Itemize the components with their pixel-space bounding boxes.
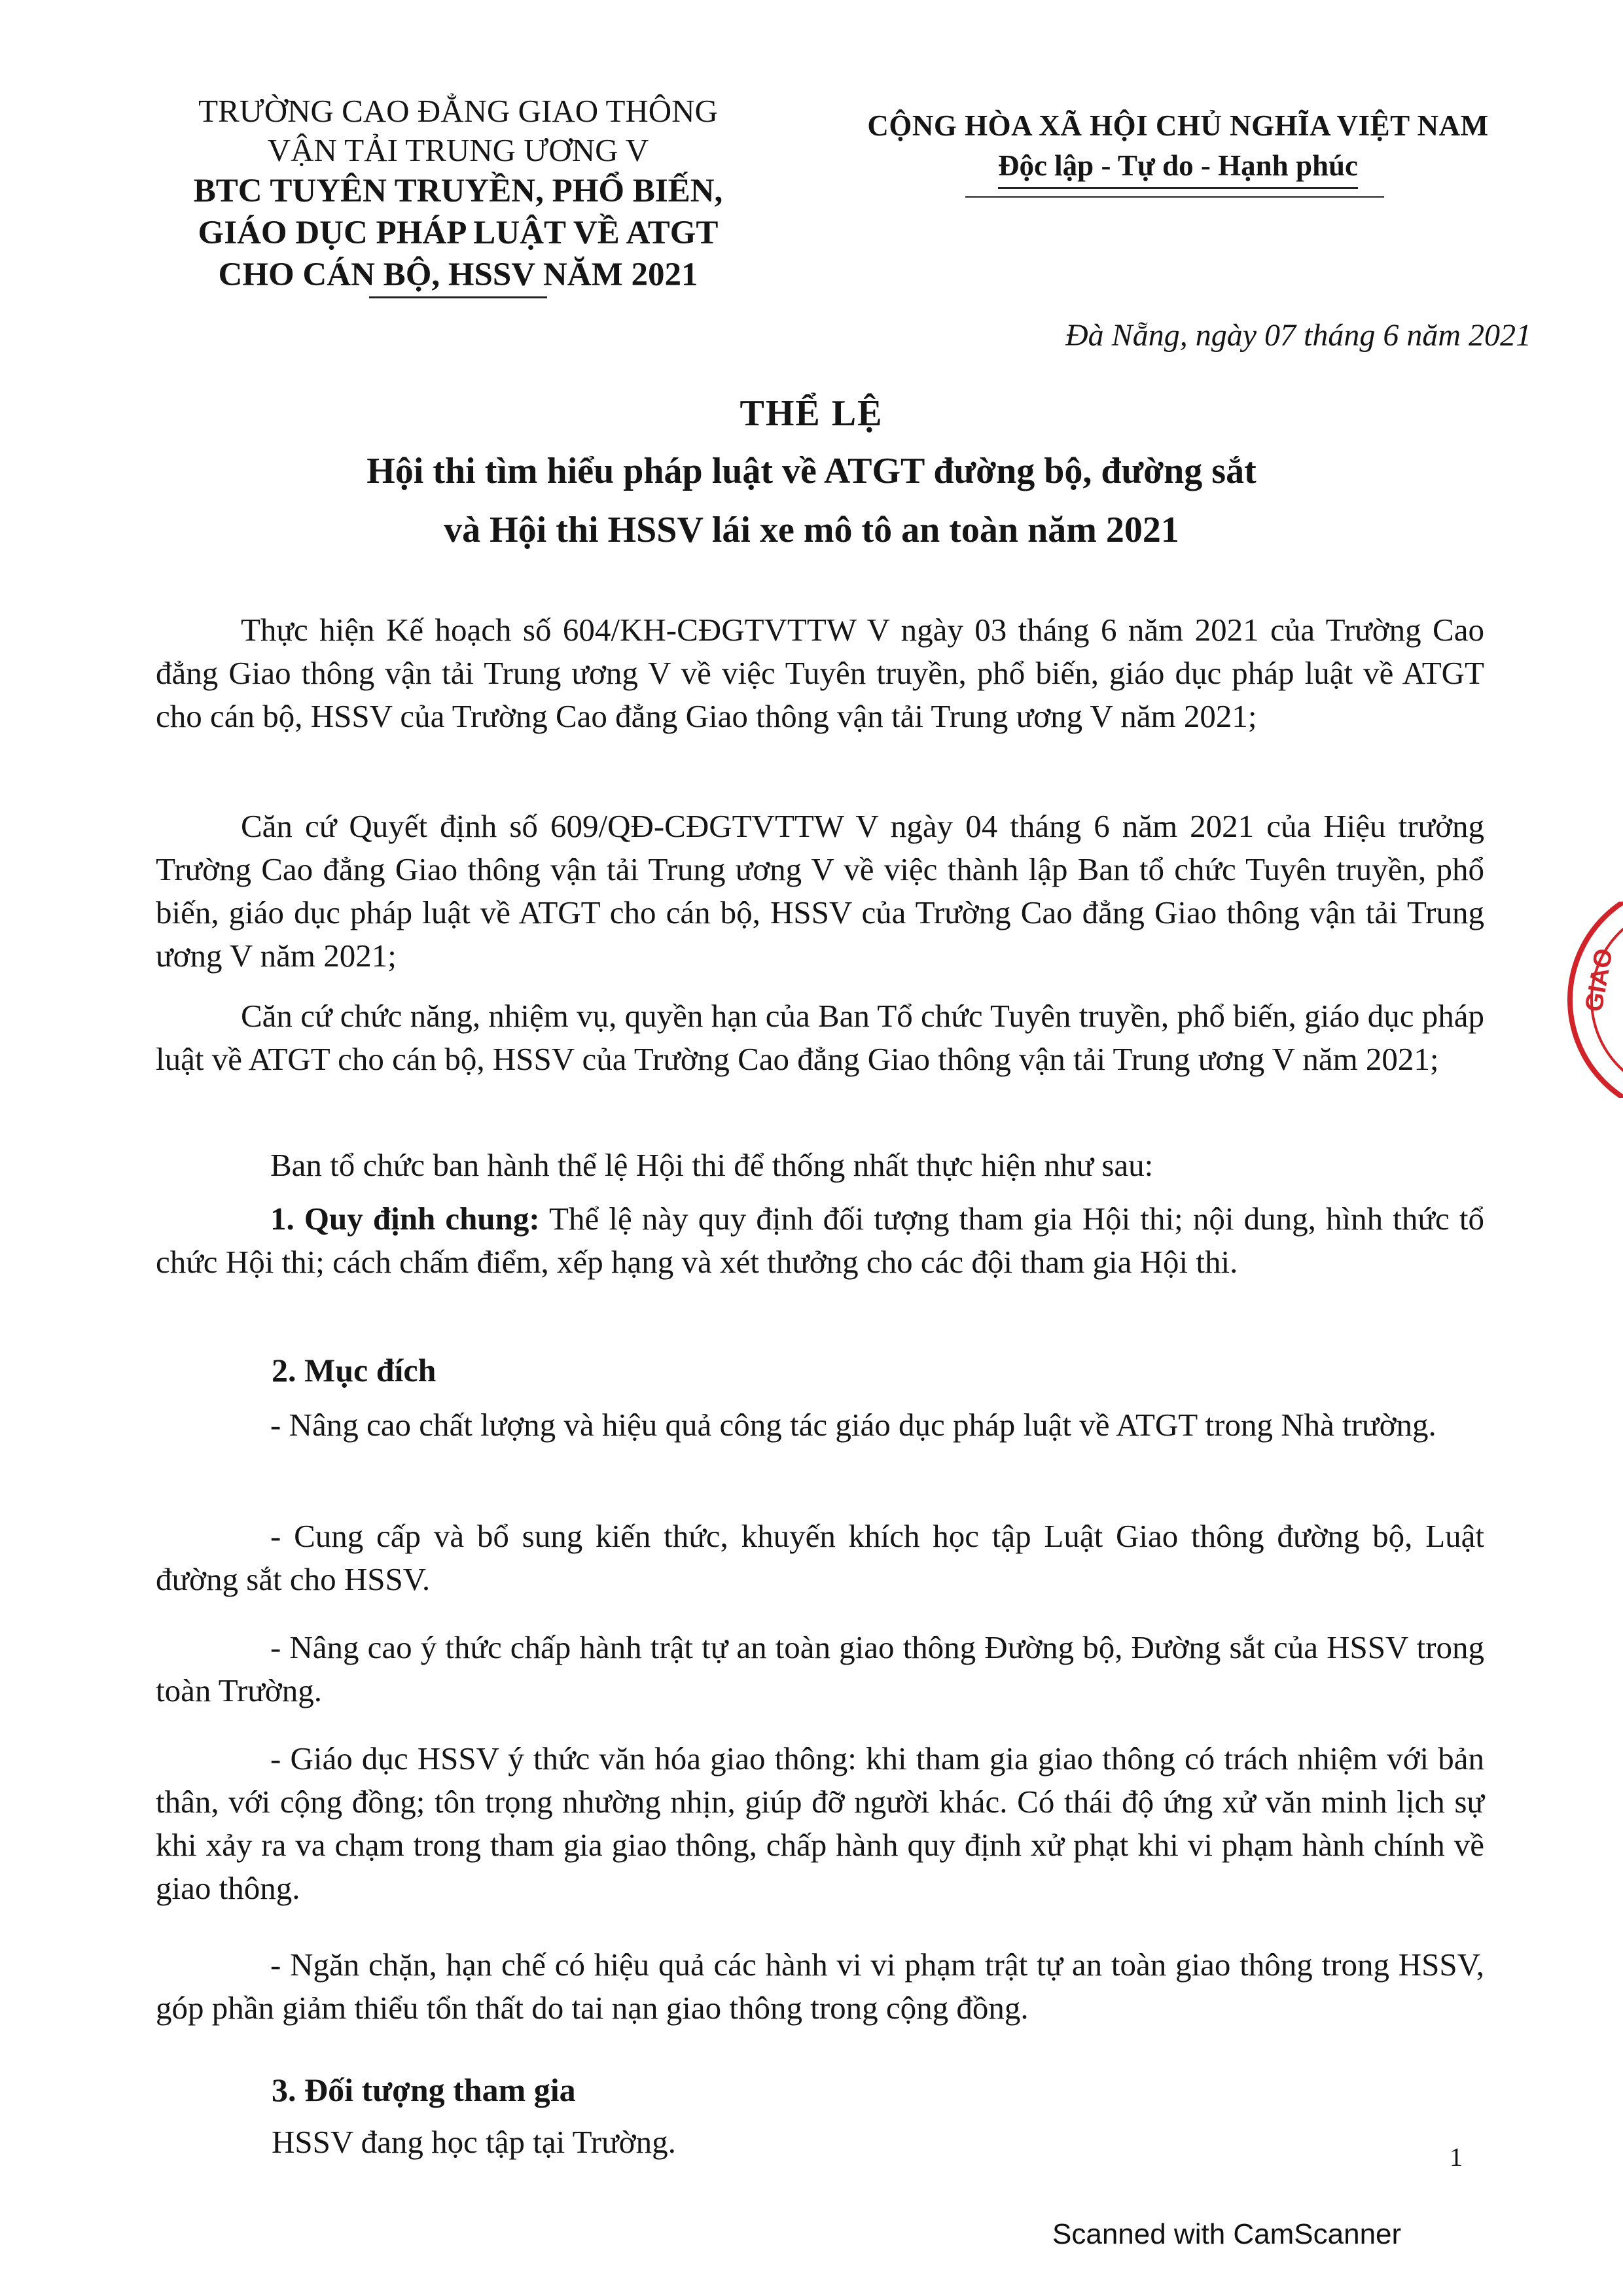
org-underline [369,296,548,298]
nation-name: CỘNG HÒA XÃ HỘI CHỦ NGHĨA VIỆT NAM [867,109,1489,142]
org-line-5 [219,254,698,296]
issuing-organization [144,92,772,296]
purpose-item: - Ngăn chặn, hạn chế có hiệu quả các hành vi vi phạm trật tự an toàn giao thông trong HSSV, góp phần giảm thiểu tổn thất do tai nạn giao thông trong cộng đồng. [156,1947,1484,2026]
section-participants-heading: 3. Đối tượng tham gia [272,2072,576,2108]
paragraph-authority: Căn cứ chức năng, nhiệm vụ, quyền hạn của Ban Tổ chức Tuyên truyền, phổ biến, giáo dục pháp luật về ATGT cho cán bộ, HSSV của Trường Cao đẳng Giao thông vận tải Trung ương V năm 2021; [156,998,1484,1077]
section-general [156,1197,1484,1284]
doc-subtitle-2: và Hội thi HSSV lái xe mô tô an toàn năm 2021 [444,510,1179,550]
purpose-item: - Nâng cao chất lượng và hiệu quả công tác giáo dục pháp luật về ATGT trong Nhà trường. [270,1407,1436,1443]
seal-text: GIAO [1580,946,1618,1014]
page-number: 1 [1450,2142,1463,2172]
doc-title: THỂ LỆ [740,393,883,434]
date-line: Đà Nẵng, ngày 07 tháng 6 năm 2021 [1065,318,1531,353]
org-line-4: GIÁO DỤC PHÁP LUẬT VỀ ATGT [198,215,719,251]
org-line-3: BTC TUYÊN TRUYỀN, PHỔ BIẾN, [193,173,723,209]
motto-rule [965,196,1384,198]
paragraph-decision: Căn cứ Quyết định số 609/QĐ-CĐGTVTTW V ngày 04 tháng 6 năm 2021 của Hiệu trưởng Trường Cao đẳng Giao thông vận tải Trung ương V về việc thành lập Ban tổ chức Tuyên truyền, phổ biến, giáo dục pháp luật về ATGT cho cán bộ, HSSV của Trường Cao đẳng Giao thông vận tải Trung ương V năm 2021; [156,808,1484,974]
org-line-1: TRƯỜNG CAO ĐẲNG GIAO THÔNG [198,93,718,129]
red-seal-stamp [1565,902,1623,1098]
org-line-5-text: CHO CÁN BỘ, HSSV NĂM 2021 [218,256,698,293]
scanner-watermark: Scanned with CamScanner [1052,2218,1402,2250]
national-heading [802,106,1554,189]
section-general-text: Thể lệ này quy định đối tượng tham gia Hội thi; nội dung, hình thức tổ chức Hội thi; cách chấm điểm, xếp hạng và xét thưởng cho các đội tham gia Hội thi. [156,1201,1484,1280]
participants-text: HSSV đang học tập tại Trường. [272,2124,676,2160]
national-motto: Độc lập - Tự do - Hạnh phúc [998,145,1358,189]
paragraph-issuance: Ban tổ chức ban hành thể lệ Hội thi để thống nhất thực hiện như sau: [270,1147,1154,1183]
doc-subtitle-1: Hội thi tìm hiểu pháp luật về ATGT đường bộ, đường sắt [366,451,1257,491]
paragraph-plan: Thực hiện Kế hoạch số 604/KH-CĐGTVTTW V ngày 03 tháng 6 năm 2021 của Trường Cao đẳng Giao thông vận tải Trung ương V về việc Tuyên truyền, phổ biến, giáo dục pháp luật về ATGT cho cán bộ, HSSV của Trường Cao đẳng Giao thông vận tải Trung ương V năm 2021; [156,612,1484,734]
purpose-item: - Cung cấp và bổ sung kiến thức, khuyến khích học tập Luật Giao thông đường bộ, Luật đường sắt cho HSSV. [156,1518,1484,1597]
purpose-item: - Giáo dục HSSV ý thức văn hóa giao thông: khi tham gia giao thông có trách nhiệm với bản thân, với cộng đồng; tôn trọng nhường nhịn, giúp đỡ người khác. Có thái độ ứng xử văn minh lịch sự khi xảy ra va chạm trong tham gia giao thông, chấp hành quy định xử phạt khi vi phạm hành chính về giao thông. [156,1740,1484,1906]
org-line-2: VẬN TẢI TRUNG ƯƠNG V [267,132,649,168]
section-purpose-heading: 2. Mục đích [272,1352,437,1388]
purpose-item: - Nâng cao ý thức chấp hành trật tự an toàn giao thông Đường bộ, Đường sắt của HSSV trong toàn Trường. [156,1629,1484,1708]
section-general-heading: 1. Quy định chung: [270,1201,540,1237]
